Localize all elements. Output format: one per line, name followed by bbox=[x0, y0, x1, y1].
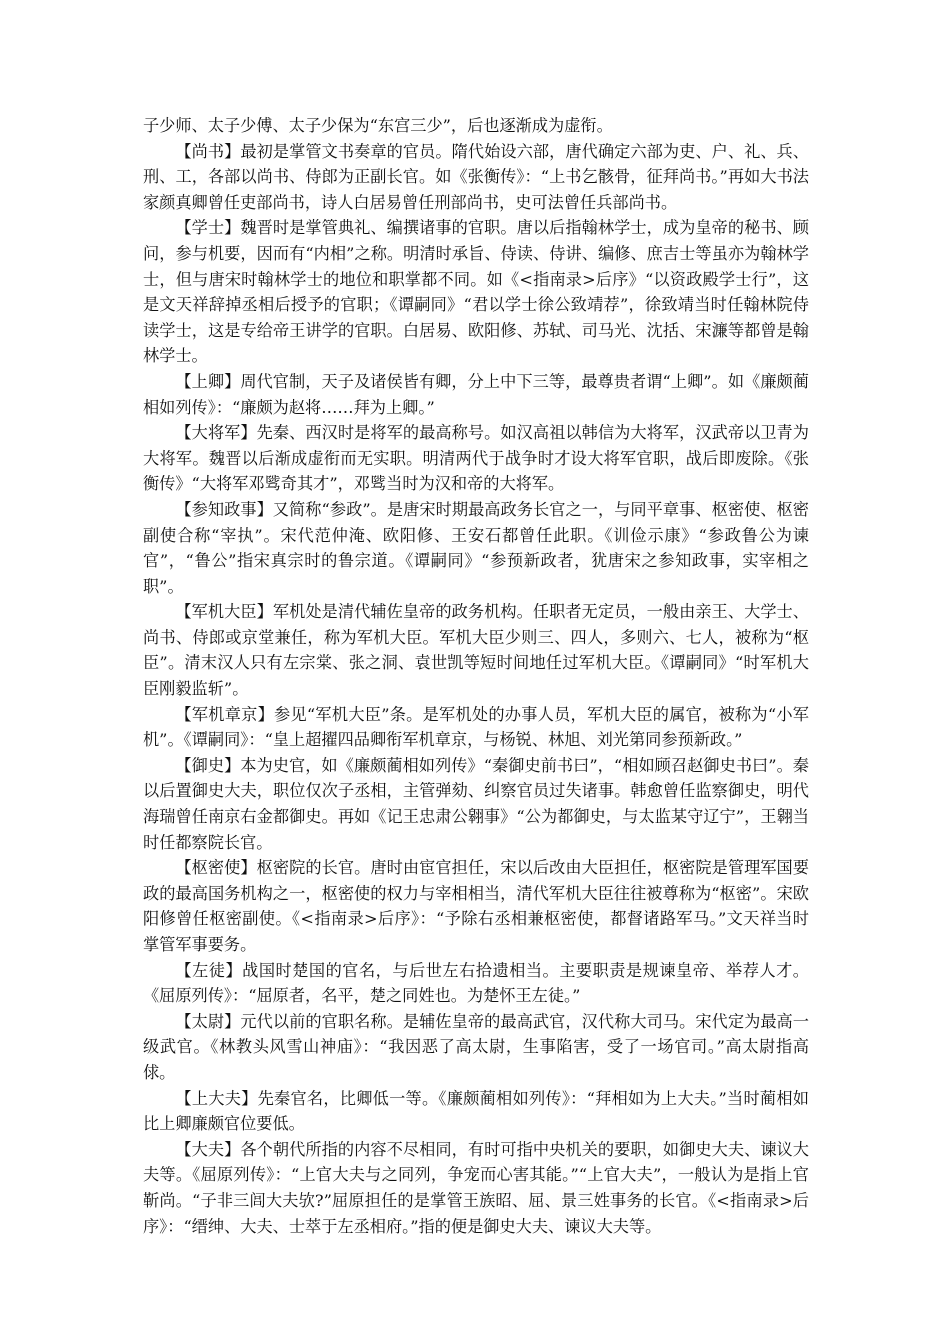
entry-xueshi: 【学士】魏晋时是掌管典礼、编撰诸事的官职。唐以后指翰林学士，成为皇帝的秘书、顾问，参与机要，因而有“内相”之称。明清时承旨、侍读、侍讲、编修、庶吉士等虽亦为翰林学士，但与唐宋时翰林学士的地位和职掌都不同。如《<指南录>后序》“以资政殿学士行”，这是文天祥辞掉丞相后授予的官职；《谭嗣同》“君以学士徐公致靖荐”，徐致靖当时任翰林院侍读学士，这是专给帝王讲学的官职。白居易、欧阳修、苏轼、司马光、沈括、宋濂等都曾是翰林学士。 bbox=[143, 218, 809, 366]
entry-shumishi: 【枢密使】枢密院的长官。唐时由宦官担任，宋以后改由大臣担任，枢密院是管理军国要政的最高国务机构之一，枢密使的权力与宰相相当，清代军机大臣往往被尊称为“枢密”。宋欧阳修曾任枢密副使。《<指南录>后序》：“予除右丞相兼枢密使，都督诸路军马。”文天祥当时掌管军事要务。 bbox=[143, 858, 809, 954]
entry-zuotu: 【左徒】战国时楚国的官名，与后世左右拾遗相当。主要职责是规谏皇帝、举荐人才。《屈原列传》：“屈原者，名平，楚之同姓也。为楚怀王左徒。” bbox=[143, 960, 809, 1006]
entry-junjidachen: 【军机大臣】军机处是清代辅佐皇帝的政务机构。任职者无定员，一般由亲王、大学士、尚书、侍郎或京堂兼任，称为军机大臣。军机大臣少则三、四人，多则六、七人，被称为“枢臣”。清末汉人只有左宗棠、张之洞、袁世凯等短时间地任过军机大臣。《谭嗣同》“时军机大臣刚毅监斩”。 bbox=[143, 602, 809, 699]
entry-dafu: 【大夫】各个朝代所指的内容不尽相同，有时可指中央机关的要职，如御史大夫、谏议大夫等。《屈原列传》：“上官大夫与之同列，争宠而心害其能。”“上官大夫”，一般认为是指上官靳尚。“子非三闾大夫欤?”屈原担任的是掌管王族昭、屈、景三姓事务的长官。《<指南录>后序》：“缙绅、大夫、士萃于左丞相府。”指的便是御史大夫、谏议大夫等。 bbox=[143, 1139, 809, 1236]
entry-taiwei: 【太尉】元代以前的官职名称。是辅佐皇帝的最高武官，汉代称大司马。宋代定为最高一级武官。《林教头风雪山神庙》：“我因恶了高太尉，生事陷害，受了一场官司。”高太尉指高俅。 bbox=[143, 1011, 809, 1082]
entry-dajiangjun: 【大将军】先秦、西汉时是将军的最高称号。如汉高祖以韩信为大将军，汉武帝以卫青为大将军。魏晋以后渐成虚衔而无实职。明清两代于战争时才设大将军官职，战后即废除。《张衡传》“大将军邓骘奇其才”，邓骘当时为汉和帝的大将军。 bbox=[143, 423, 809, 494]
entry-canzhizhengshi: 【参知政事】又简称“参政”。是唐宋时期最高政务长官之一，与同平章事、枢密使、枢密副使合称“宰执”。宋代范仲淹、欧阳修、王安石都曾任此职。《训俭示康》“参政鲁公为谏官”，“鲁公”指宋真宗时的鲁宗道。《谭嗣同》“参预新政者，犹唐宋之参知政事，实宰相之职”。 bbox=[143, 499, 809, 596]
article-body bbox=[143, 113, 809, 1239]
entry-shangshu: 【尚书】最初是掌管文书奏章的官员。隋代始设六部，唐代确定六部为吏、户、礼、兵、刑、工，各部以尚书、侍郎为正副长官。如《张衡传》：“上书乞骸骨，征拜尚书。”再如大书法家颜真卿曾任吏部尚书，诗人白居易曾任刑部尚书，史可法曾任兵部尚书。 bbox=[143, 141, 809, 212]
entry-junjizhangjing: 【军机章京】参见“军机大臣”条。是军机处的办事人员，军机大臣的属官，被称为“小军机”。《谭嗣同》：“皇上超擢四品卿衔军机章京，与杨锐、林旭、刘光第同参预新政。” bbox=[143, 704, 809, 750]
entry-shangdafu: 【上大夫】先秦官名，比卿低一等。《廉颇蔺相如列传》：“拜相如为上大夫。”当时蔺相如比上卿廉颇官位要低。 bbox=[143, 1088, 809, 1134]
entry-shangqing: 【上卿】周代官制，天子及诸侯皆有卿，分上中下三等，最尊贵者谓“上卿”。如《廉颇蔺相如列传》：“廉颇为赵将……拜为上卿。” bbox=[143, 371, 809, 417]
entry-yushi: 【御史】本为史官，如《廉颇蔺相如列传》“秦御史前书曰”，“相如顾召赵御史书曰”。秦以后置御史大夫，职位仅次子丞相，主管弹劾、纠察官员过失诸事。韩愈曾任监察御史，明代海瑞曾任南京右金都御史。再如《记王忠肃公翱事》“公为都御史，与太监某守辽宁”，王翱当时任都察院长官。 bbox=[143, 755, 809, 852]
paragraph-continuation: 子少师、太子少傅、太子少保为“东宫三少”，后也逐渐成为虚衔。 bbox=[143, 116, 613, 135]
